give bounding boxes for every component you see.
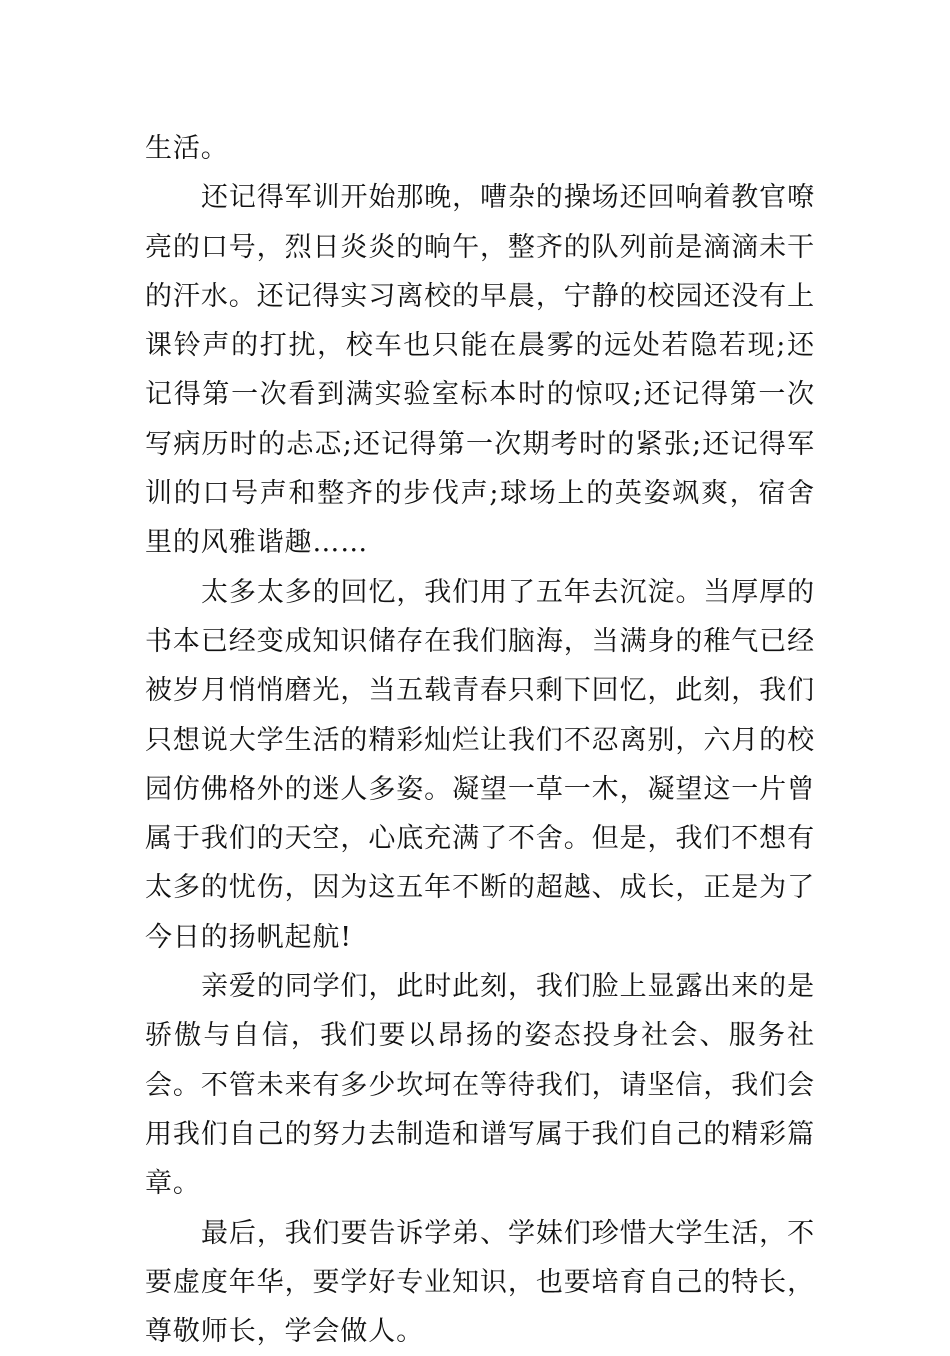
paragraph-4: 亲爱的同学们，此时此刻，我们脸上显露出来的是骄傲与自信，我们要以昂扬的姿态投身社会、服务社会。不管未来有多少坎坷在等待我们，请坚信，我们会用我们自己的努力去制造和谱写属于我们自己的精彩篇章。 bbox=[145, 971, 815, 1200]
document-body bbox=[145, 124, 815, 1356]
paragraph-3: 太多太多的回忆，我们用了五年去沉淀。当厚厚的书本已经变成知识储存在我们脑海，当满身的稚气已经被岁月悄悄磨光，当五载青春只剩下回忆，此刻，我们只想说大学生活的精彩灿烂让我们不忍离别，六月的校园仿佛格外的迷人多姿。凝望一草一木，凝望这一片曾属于我们的天空，心底充满了不舍。但是，我们不想有太多的忧伤，因为这五年不断的超越、成长，正是为了今日的扬帆起航! bbox=[145, 576, 815, 953]
paragraph-2: 还记得军训开始那晚，嘈杂的操场还回响着教官嘹亮的口号，烈日炎炎的晌午，整齐的队列前是滴滴未干的汗水。还记得实习离校的早晨，宁静的校园还没有上课铃声的打扰，校车也只能在晨雾的远处若隐若现;还记得第一次看到满实验室标本时的惊叹;还记得第一次写病历时的忐忑;还记得第一次期考时的紧张;还记得军训的口号声和整齐的步伐声;球场上的英姿飒爽，宿舍里的风雅谐趣…… bbox=[145, 182, 815, 559]
paragraph-5: 最后，我们要告诉学弟、学妹们珍惜大学生活，不要虚度年华，要学好专业知识，也要培育自己的特长，尊敬师长，学会做人。 bbox=[145, 1217, 815, 1348]
paragraph-1: 生活。 bbox=[145, 133, 229, 164]
